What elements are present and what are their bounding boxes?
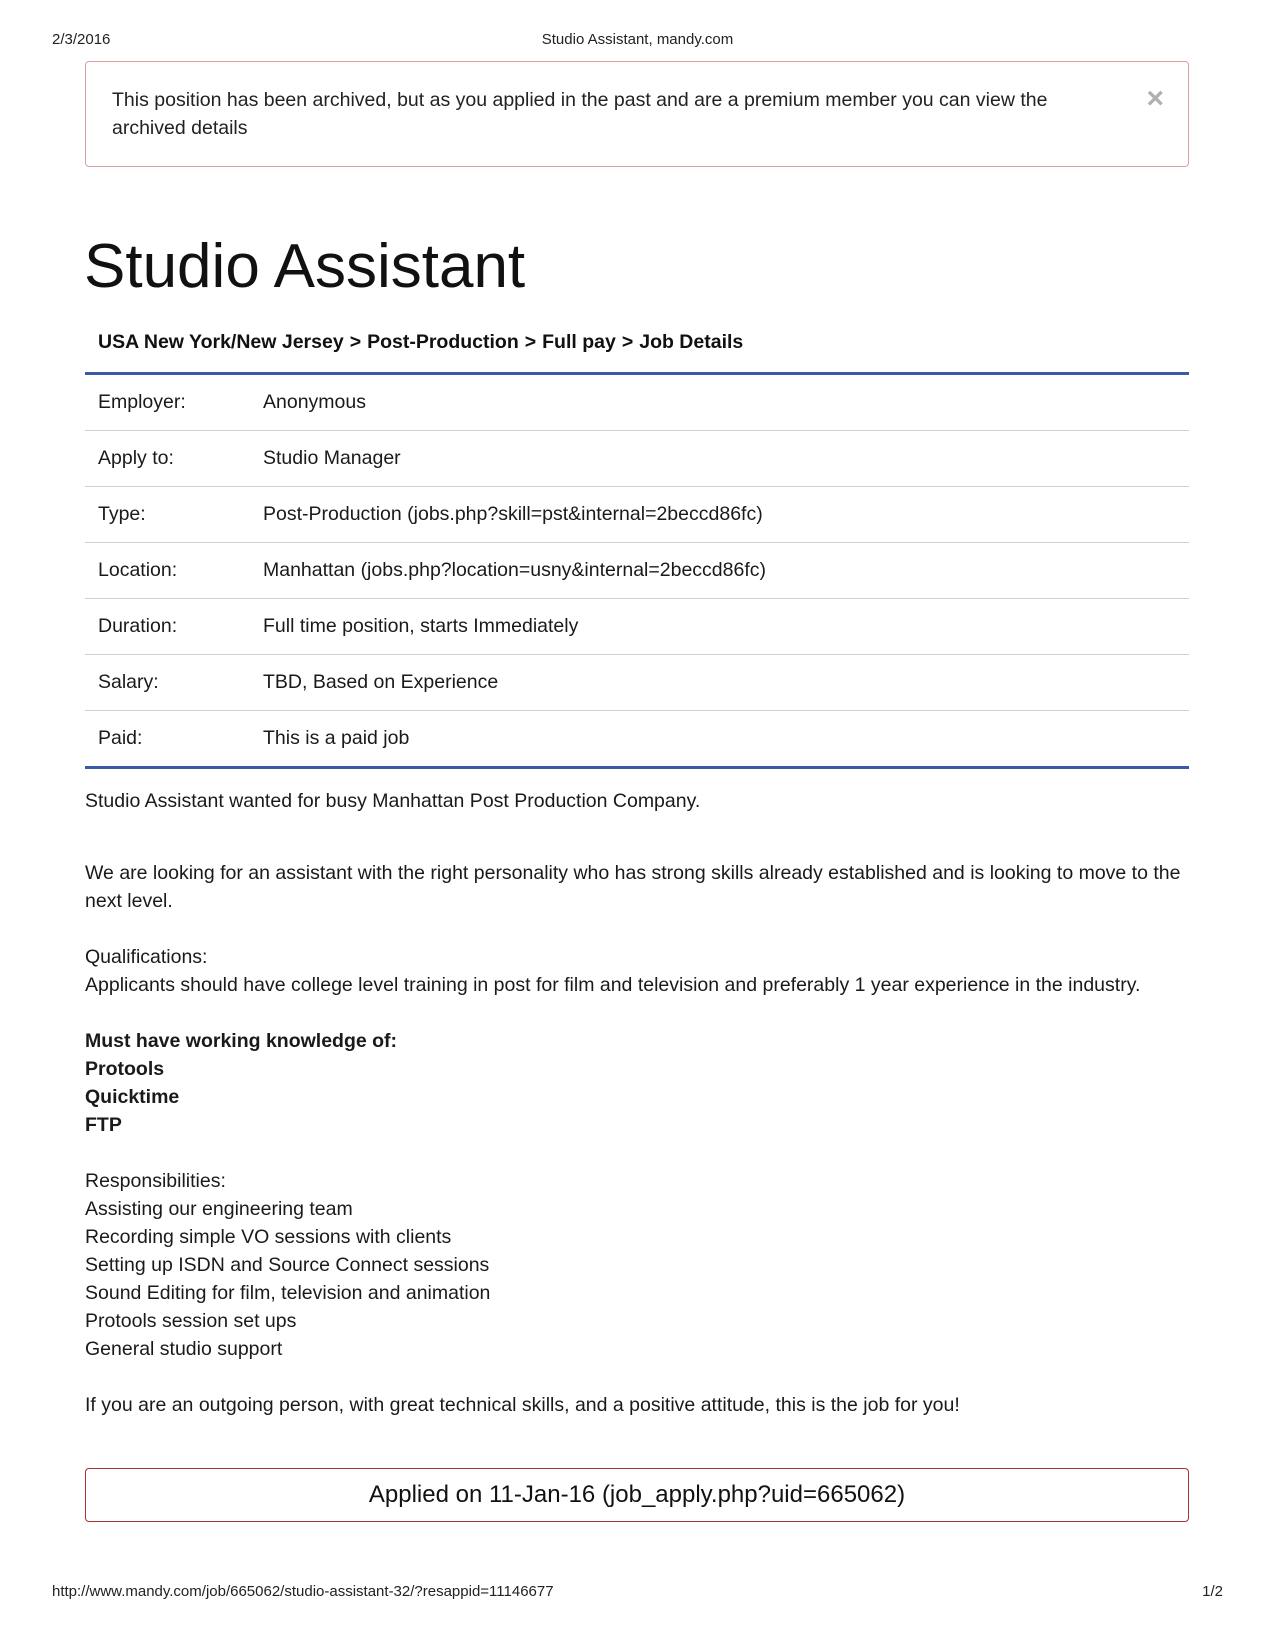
details-label: Type: (98, 503, 146, 525)
description-looking-for: We are looking for an assistant with the right personality who has strong skills already established and is looking to move to the next level. (85, 862, 1181, 912)
archived-alert (85, 61, 1189, 167)
knowledge-item: Quicktime (85, 1086, 180, 1108)
responsibilities-heading: Responsibilities: (85, 1170, 226, 1192)
details-value-salary: TBD, Based on Experience (263, 671, 499, 693)
details-row-duration (85, 599, 1189, 655)
details-value-type[interactable]: Post-Production (jobs.php?skill=pst&internal=2beccd86fc) (263, 503, 763, 525)
responsibility-item: Recording simple VO sessions with clients (85, 1226, 452, 1248)
details-label: Location: (98, 559, 178, 581)
details-row-paid (85, 711, 1189, 766)
details-label: Employer: (98, 391, 186, 413)
details-value-location[interactable]: Manhattan (jobs.php?location=usny&internal=2beccd86fc) (263, 559, 767, 581)
details-label: Salary: (98, 671, 159, 693)
description-intro: Studio Assistant wanted for busy Manhattan Post Production Company. (85, 790, 701, 812)
details-label: Paid: (98, 727, 143, 749)
breadcrumb-item-category[interactable]: Post-Production (367, 331, 519, 353)
breadcrumb-item-current: Job Details (639, 331, 744, 353)
page-title: Studio Assistant (84, 232, 526, 301)
archived-alert-message: This position has been archived, but as you applied in the past and are a premium member you can view the archived details (112, 89, 1048, 139)
details-row-location (85, 543, 1189, 599)
breadcrumb-item-location[interactable]: USA New York/New Jersey (98, 331, 344, 353)
responsibility-item: Assisting our engineering team (85, 1198, 353, 1220)
breadcrumb-separator: > (349, 331, 362, 353)
details-row-employer (85, 375, 1189, 431)
knowledge-heading: Must have working knowledge of: (85, 1030, 398, 1052)
details-row-type (85, 487, 1189, 543)
breadcrumb-separator: > (524, 331, 537, 353)
responsibility-item: General studio support (85, 1338, 283, 1360)
print-header (52, 31, 1223, 51)
details-row-salary (85, 655, 1189, 711)
close-icon[interactable]: × (1146, 82, 1164, 115)
description-closing: If you are an outgoing person, with great technical skills, and a positive attitude, this is the job for you! (85, 1394, 960, 1416)
breadcrumb-separator: > (621, 331, 634, 353)
details-value-duration: Full time position, starts Immediately (263, 615, 579, 637)
breadcrumb-item-pay[interactable]: Full pay (542, 331, 616, 353)
knowledge-item: FTP (85, 1114, 122, 1136)
details-value-apply-to: Studio Manager (263, 447, 401, 469)
print-date: 2/3/2016 (52, 31, 111, 48)
responsibility-item: Setting up ISDN and Source Connect sessions (85, 1254, 490, 1276)
qualifications-text: Applicants should have college level training in post for film and television and preferably 1 year experience in the industry. (85, 974, 1141, 996)
details-label: Apply to: (98, 447, 174, 469)
breadcrumb (98, 331, 743, 354)
knowledge-item: Protools (85, 1058, 165, 1080)
job-details-table (85, 372, 1189, 769)
applied-status-box (85, 1468, 1189, 1522)
job-description (85, 787, 1195, 1419)
details-value-employer: Anonymous (263, 391, 366, 413)
details-value-paid: This is a paid job (263, 727, 410, 749)
qualifications-heading: Qualifications: (85, 946, 208, 968)
print-page-title: Studio Assistant, mandy.com (541, 31, 734, 48)
print-page-number: 1/2 (1202, 1583, 1223, 1600)
responsibility-item: Protools session set ups (85, 1310, 297, 1332)
print-url: http://www.mandy.com/job/665062/studio-assistant-32/?resappid=11146677 (52, 1583, 554, 1600)
responsibility-item: Sound Editing for film, television and animation (85, 1282, 491, 1304)
details-row-apply-to (85, 431, 1189, 487)
details-label: Duration: (98, 615, 178, 637)
applied-status-text[interactable]: Applied on 11-Jan-16 (job_apply.php?uid=665062) (368, 1481, 906, 1508)
